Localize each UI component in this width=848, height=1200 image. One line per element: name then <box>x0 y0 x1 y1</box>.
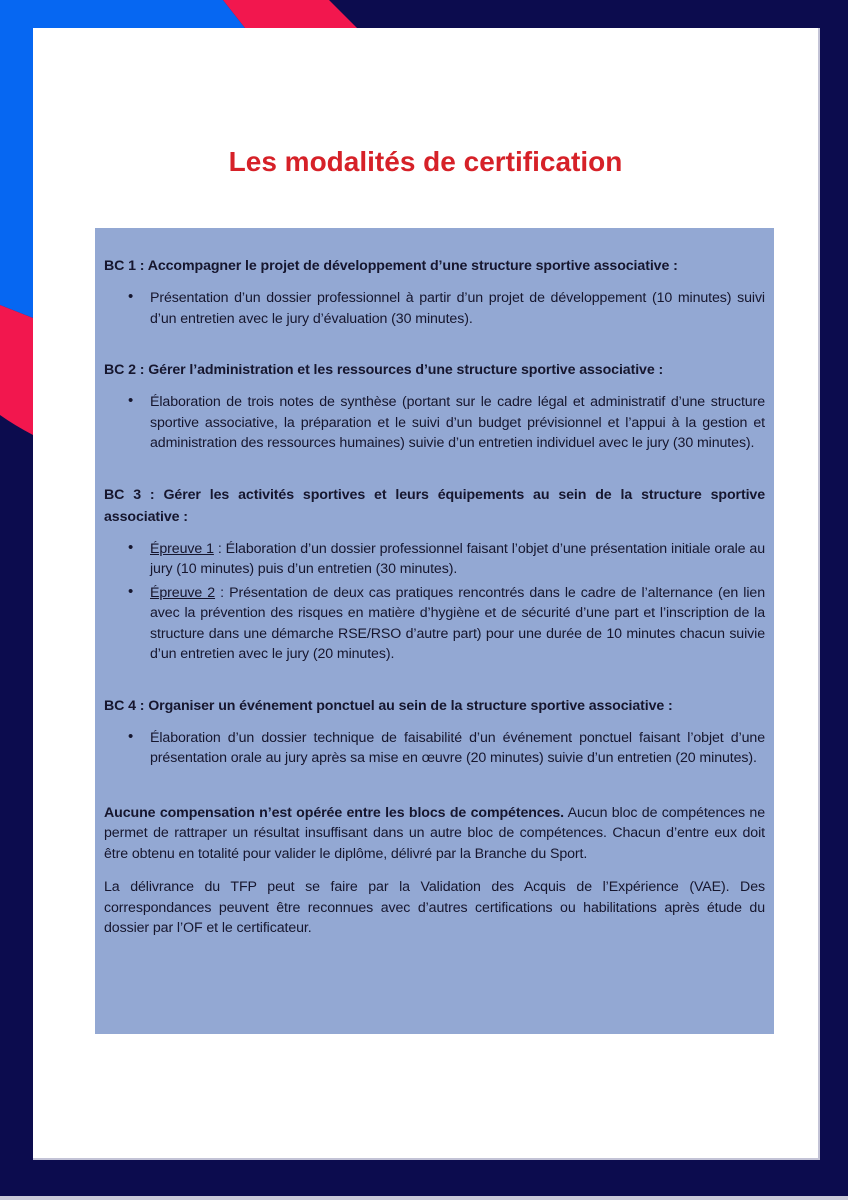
document-page <box>33 28 820 1160</box>
bullet-icon: • <box>128 582 134 600</box>
list-item <box>104 728 765 769</box>
bullet-list <box>104 728 765 769</box>
section-heading: BC 1 : Accompagner le projet de développement d’une structure sportive associative : <box>104 258 678 274</box>
bullet-icon: • <box>128 538 134 556</box>
frame-accent-red-left <box>0 305 33 435</box>
bullet-prefix: Épreuve 2 <box>150 584 216 601</box>
bullet-text: Présentation d’un dossier professionnel à partir d’un projet de développement (10 minutes) suivi d’un entretien avec le jury d’évaluation (30 minutes). <box>150 290 765 327</box>
bullet-icon: • <box>128 288 134 305</box>
section-heading: BC 4 : Organiser un événement ponctuel au sein de la structure sportive associative : <box>104 697 673 714</box>
bullet-prefix: Épreuve 1 <box>150 540 214 557</box>
section-heading: BC 2 : Gérer l’administration et les ressources d’une structure sportive associative : <box>104 362 664 378</box>
bullet-list <box>104 288 765 329</box>
paragraph-bold-lead: Aucune compensation n’est opérée entre les blocs de compétences. <box>104 804 565 821</box>
bullet-text: Élaboration d’un dossier technique de faisabilité d’un événement ponctuel faisant l’objet d’une présentation orale au jury après sa mise en œuvre (20 minutes) suivie d’un entretien (20 minutes). <box>150 729 765 766</box>
compensation-paragraph <box>104 803 765 865</box>
bullet-icon: • <box>128 392 134 409</box>
bullet-text: : Présentation de deux cas pratiques rencontrés dans le cadre de l’alternance (en lien avec la prévention des risques en matière d’hygiène et de sécurité d’une part et l’inscription de la structure dans une démarche RSE/RSO d’autre part) pour une durée de 10 minutes chacun suivie d’un entretien avec le jury (20 minutes). <box>150 584 765 662</box>
vae-paragraph <box>104 877 765 939</box>
section-heading: BC 3 : Gérer les activités sportives et leurs équipements au sein de la structure sportive associative : <box>104 486 765 525</box>
paragraph-text: La délivrance du TFP peut se faire par la Validation des Acquis de l’Expérience (VAE). Des correspondances peuvent être reconnues avec d’autres certifications ou habilitations après étude du dossier par l’OF et le certificateur. <box>104 879 765 936</box>
list-item <box>104 539 765 580</box>
section-bc2 <box>104 359 765 454</box>
section-bc3 <box>104 484 765 665</box>
bullet-icon: • <box>128 727 134 745</box>
certification-panel <box>95 228 774 1034</box>
list-item <box>104 288 765 329</box>
bullet-text: : Élaboration d’un dossier professionnel faisant l’objet d’une présentation initiale orale au jury (10 minutes) puis d’un entretien (30 minutes). <box>150 540 765 577</box>
section-bc4 <box>104 695 765 769</box>
page-bottom-edge <box>0 1196 848 1200</box>
list-item <box>104 583 765 665</box>
bullet-text: Élaboration de trois notes de synthèse (portant sur le cadre légal et administratif d’une structure sportive associative, la préparation et le suivi d’un budget prévisionnel et l’appui à la gestion et administration des ressources humaines) suivie d’un entretien individuel avec le jury (30 minutes). <box>150 394 765 451</box>
list-item <box>104 392 765 454</box>
bullet-list <box>104 392 765 454</box>
section-bc1 <box>104 255 765 329</box>
page-title: Les modalités de certification <box>228 146 623 177</box>
bullet-list <box>104 539 765 665</box>
paragraph-text: Aucun bloc de compétences ne permet de rattraper un résultat insuffisant dans un autre bloc de compétences. Chacun d’entre eux doit être obtenu en totalité pour valider le diplôme, délivré par la Branche du Sport. <box>104 804 766 862</box>
